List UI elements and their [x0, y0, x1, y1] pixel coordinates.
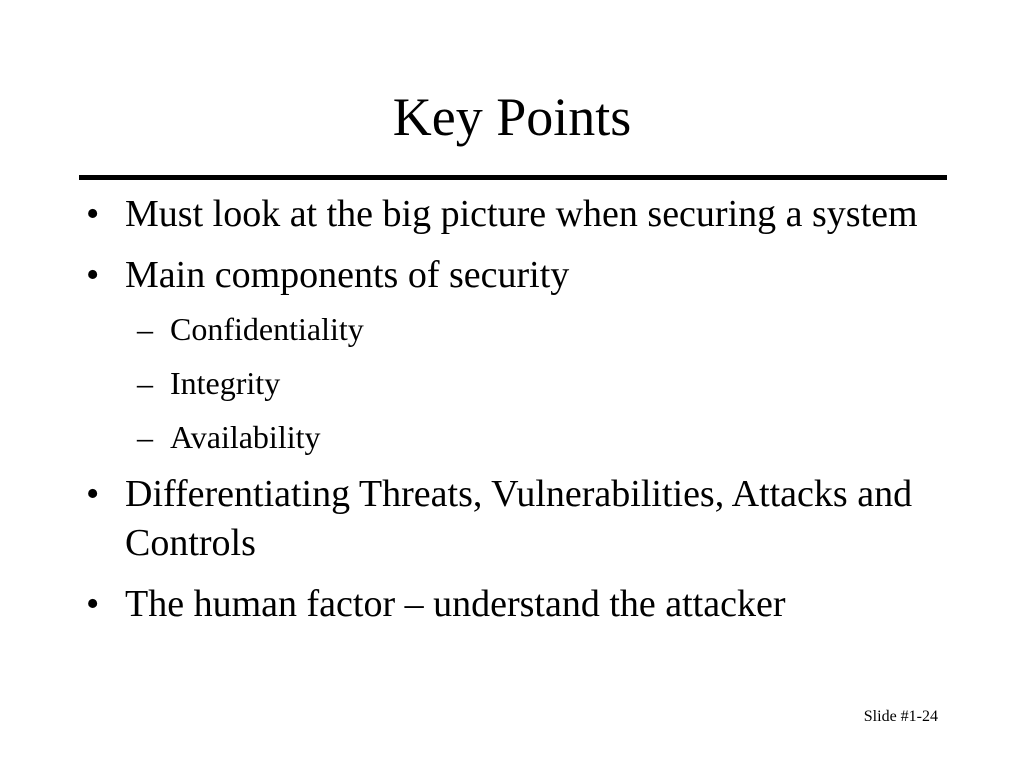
bullet-item	[82, 470, 962, 568]
sub-bullet-item	[82, 362, 962, 404]
sub-bullet-text: Integrity	[170, 365, 281, 401]
bullet-text: The human factor – understand the attacker	[125, 583, 786, 625]
slide-number: Slide #1-24	[863, 708, 938, 725]
title-divider	[79, 175, 947, 180]
bullet-item	[82, 190, 962, 239]
bullet-marker: •	[86, 473, 100, 515]
bullet-marker: •	[86, 254, 100, 296]
bullet-text: Must look at the big picture when securing a system	[125, 193, 918, 235]
sub-bullet-item	[82, 416, 962, 458]
bullet-text: Differentiating Threats, Vulnerabilities, Attacks and Controls	[125, 473, 913, 564]
bullet-marker: •	[86, 583, 100, 625]
sub-bullet-text: Availability	[170, 419, 321, 455]
bullet-list	[82, 190, 962, 641]
sub-bullet-item	[82, 308, 962, 350]
sub-bullet-marker: –	[137, 311, 153, 347]
bullet-marker: •	[86, 193, 100, 235]
slide-title: Key Points	[392, 87, 632, 147]
sub-bullet-marker: –	[137, 365, 153, 401]
sub-bullet-marker: –	[137, 419, 153, 455]
bullet-item	[82, 580, 962, 629]
sub-bullet-text: Confidentiality	[170, 311, 364, 347]
bullet-item	[82, 251, 962, 300]
bullet-text: Main components of security	[125, 254, 570, 296]
